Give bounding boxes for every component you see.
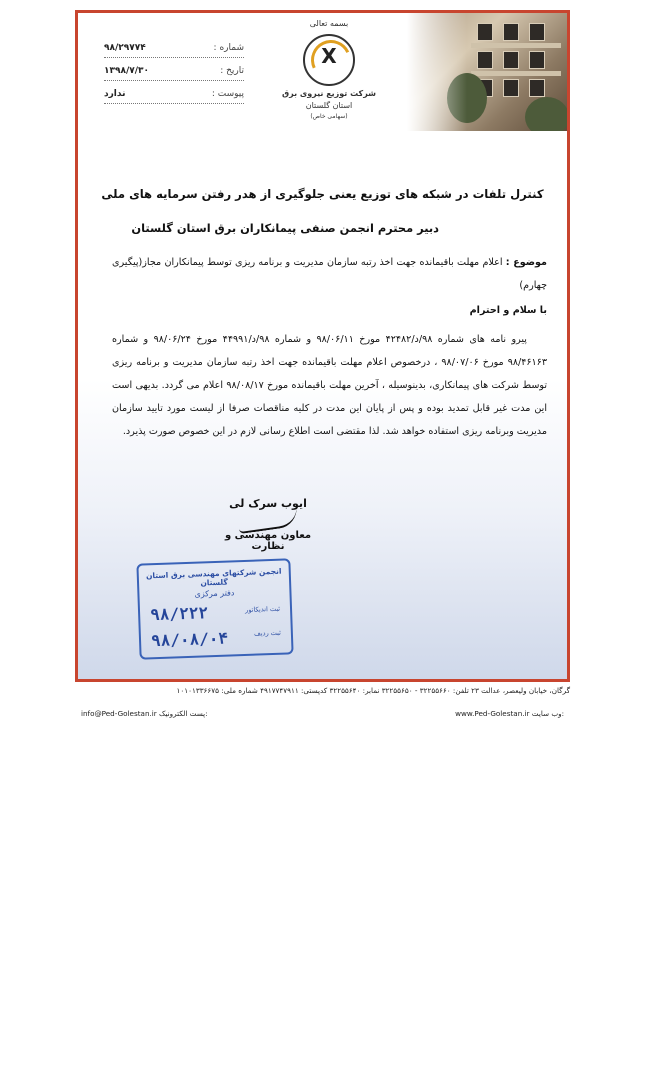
footer-email[interactable]: info@Ped-Golestan.ir xyxy=(81,709,157,718)
signatory-title: معاون مهندسی و نظارت xyxy=(224,530,312,552)
body-paragraph: پیرو نامه های شماره ۹۸/د/۴۲۴۸۲ مورخ ۹۸/۰۶/۱۱ و شماره ۹۸/د/۴۴۹۹۱ مورخ ۹۸/۰۶/۲۴ و شماره ۹۸/۴۶۱۶۳ مورخ ۹۸/۰۷/۰۶ ، درخصوص اعلام مهلت باقیمانده جهت اخذ رتبه سازمان مدیریت و برنامه ریزی توسط شرکت های پیمانکاری، بدینوسیله ، آخرین مهلت باقیمانده مورخ ۹۸/۰۸/۱۷ اعلام می گردد. بدیهی است این مدت غیر قابل تمدید بوده و پس از پایان این مدت در کلیه مناقصات صرفا از لیست مورد تایید سازمان مدیریت وبرنامه ریزی استفاده خواهد شد. لذا مقتضی است اطلاع رسانی لازم در این خصوص صورت پذیرد. xyxy=(112,334,547,437)
company-logo-icon: X xyxy=(303,34,355,86)
footer-contacts xyxy=(75,709,570,718)
footer-website-group xyxy=(455,709,564,718)
number-value: ۹۸/۲۹۷۷۴ xyxy=(104,43,146,53)
stamp-row-value: ۹۸/۰۸/۰۴ xyxy=(150,628,229,651)
company-type: (سهامی خاص) xyxy=(310,113,348,120)
attachment-label: پیوست : xyxy=(211,89,244,99)
footer-website[interactable]: www.Ped-Golestan.ir xyxy=(455,709,530,718)
signatory-name: ایوب سرک لی xyxy=(229,497,307,510)
letter-sheet xyxy=(75,10,570,682)
stamp-reg-label: ثبت اندیکاتور xyxy=(244,604,281,614)
meta-attachment-row xyxy=(104,89,244,104)
registration-stamp xyxy=(136,558,293,659)
letter-slogan: کنترل تلفات در شبکه های توزیع یعنی جلوگیری از هدر رفتن سرمایه های ملی xyxy=(101,187,544,201)
date-value: ۱۳۹۸/۷/۳۰ xyxy=(104,66,150,76)
letter-body xyxy=(112,251,547,443)
meta-date-row xyxy=(104,66,244,81)
letter-footer xyxy=(75,686,570,718)
meta-number-row xyxy=(104,43,244,58)
stamp-header: انجمن شرکتهای مهندسی برق استان گلستان xyxy=(145,566,282,588)
footer-email-label: پست الکترونیک: xyxy=(159,709,208,718)
date-label: تاریخ : xyxy=(220,66,244,76)
subject-line xyxy=(112,251,547,297)
letter-meta xyxy=(104,43,244,112)
stamp-reg-value: ۹۸/۲۲۲ xyxy=(149,603,209,625)
greeting: با سلام و احترام xyxy=(469,305,547,316)
recipient: دبیر محترم انجمن صنفی پیمانکاران برق استان گلستان xyxy=(131,221,439,235)
number-label: شماره : xyxy=(213,43,244,53)
footer-address: گرگان، خیابان ولیعصر، عدالت ۲۳ تلفن: ۳۲۲۵۵۶۶۰ - ۳۲۲۵۵۶۵۰ نمابر: ۳۲۲۵۵۶۴۰ کدپستی: ۴۹۱۷۷۴۷۹۱۱ شماره ملی: ۱۰۱۰۱۳۳۶۶۷۵ xyxy=(176,686,570,695)
building-photo xyxy=(407,13,567,131)
company-province: استان گلستان xyxy=(305,101,353,110)
company-name: شرکت توزیع نیروی برق xyxy=(281,89,377,98)
signature-block xyxy=(208,497,328,552)
subject-label: موضوع : xyxy=(505,257,547,268)
footer-email-group xyxy=(81,709,208,718)
company-header xyxy=(274,19,384,120)
stamp-row-label: ثبت ردیف xyxy=(253,628,282,638)
bismillah: بسمه تعالی xyxy=(309,19,349,28)
footer-website-label: وب سایت: xyxy=(531,709,564,718)
subject-text: اعلام مهلت باقیمانده جهت اخذ رتبه سازمان مدیریت و برنامه ریزی توسط پیمانکاران مجاز(پیگیری چهارم) xyxy=(112,257,547,291)
attachment-value: ندارد xyxy=(104,89,126,99)
stamp-office: دفتر مرکزی xyxy=(194,588,235,599)
